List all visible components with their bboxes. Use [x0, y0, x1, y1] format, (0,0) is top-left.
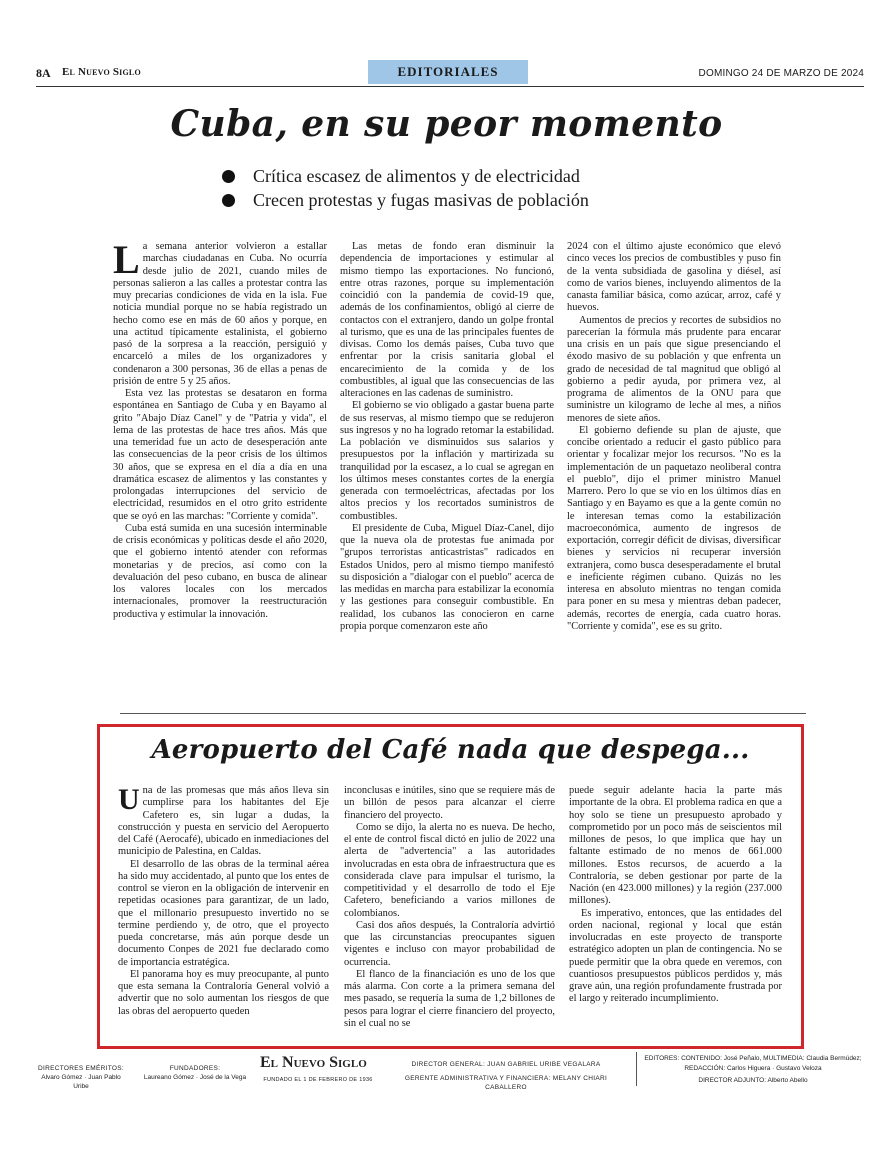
drop-cap: U	[118, 783, 140, 816]
subheadline-text: Crecen protestas y fugas masivas de población	[253, 190, 589, 210]
paragraph: inconclusas e inútiles, sino que se requiere más de un billón de pesos para alcanzar el cierre financiero del proyecto.	[344, 785, 555, 821]
financial-manager: GERENTE ADMINISTRATIVA Y FINANCIERA: MELANY CHIARI CABALLERO	[404, 1075, 608, 1091]
paragraph: El presidente de Cuba, Miguel Díaz-Canel, dijo que la nueva ola de protestas fue animada por "grupos terroristas anticastristas" radicados en Estados Unidos, pero al mismo tiempo manifestó su disposición a "dialogar con el pueblo" acerca de las medidas en marcha para estabilizar la economía y las gestiones para conseguir combustible. En realidad, los cubanos las conocieron en carne propia porque comenzaron este año	[340, 522, 554, 632]
paper-name: El Nuevo Siglo	[62, 66, 141, 78]
paragraph: Como se dijo, la alerta no es nueva. De hecho, el ente de control fiscal dictó en julio de 2022 una alerta de "advertencia" a las autoridades involucradas en esta obra de infraestructura que es considerada clave para impulsar el turismo, la competitividad y el desarrollo de todo el Eje Cafetero, beneficiando a varios millones de colombianos.	[344, 821, 555, 919]
staff-footer	[36, 1052, 864, 1092]
drop-cap: L	[113, 237, 140, 282]
founders	[140, 1064, 250, 1082]
paragraph: Casi dos años después, la Contraloría advirtió que las circunstancias preocupantes siguen vigentes e incluso con mayor probabilidad de ocurrencia.	[344, 919, 555, 968]
paragraph: El desarrollo de las obras de la terminal aérea ha sido muy accidentado, al punto que los entes de control se vieron en la obligación de intervenir en repetidas ocasiones para garantizar, de un lado, que el millonario presupuesto invertido no se termine perdiendo y, de otro, que el proyecto pueda concretarse, más aún porque desde un documento Conpes de 2021 fue declarado como de importancia estratégica.	[118, 858, 329, 968]
newsroom: REDACCIÓN: Carlos Higuera · Gustavo Veloza	[684, 1065, 822, 1072]
bullet-icon	[222, 170, 235, 183]
subheadline-item	[222, 164, 589, 188]
emeritus-directors	[36, 1064, 126, 1091]
paragraph: La semana anterior volvieron a estallar marchas ciudadanas en Cuba. No ocurría desde julio de 2021, cuando miles de personas salieron a las calles a protestar contra las muy precarias condiciones de vida en la isla. Fue noticia mundial porque no se había registrado un hecho como ese en más de 60 años y porque, en una actitud típicamente estalinista, el gobierno pasó de la sorpresa a la reacción, persiguió y encarceló a miles de los organizadores y condenaron a 300 personas, 36 de ellas a penas de prisión de entre 5 y 25 años.	[113, 237, 327, 387]
section-label: EDITORIALES	[368, 60, 528, 84]
founders-label: FUNDADORES:	[169, 1065, 221, 1072]
paper-logo: El Nuevo Siglo	[260, 1054, 367, 1071]
subheadline-text: Crítica escasez de alimentos y de electricidad	[253, 166, 580, 186]
footer-divider	[636, 1052, 637, 1086]
paragraph: El gobierno se vio obligado a gastar buena parte de sus reservas, al mismo tiempo que se redujeron sus ingresos y no ha logrado retomar la estabilidad. La población ve disminuidos sus salarios y presupuestos por la inflación y martirizada su tranquilidad por la escasez, a lo cual se agregan en los últimos meses constantes cortes de la energía generada con termoeléctricas, afectadas por los altos precios y los recortados suministros de combustibles.	[340, 400, 554, 522]
editorial-headline: Aeropuerto del Café nada que despega...	[151, 735, 750, 765]
paragraph: Aumentos de precios y recortes de subsidios no parecerían la fórmula más prudente para encarar una crisis en un país que sigue presenciando el éxodo masivo de su población y que enfrenta un grado de necesidad de tal magnitud que obligó al gobierno a pedir ayuda, por primera vez, al programa de alimentos de la ONU para que suministre un kilogramo de leche al mes, a niños menores de siete años.	[567, 314, 781, 424]
issue-date: DOMINGO 24 DE MARZO DE 2024	[698, 68, 864, 79]
emeritus-names: Alvaro Gómez · Juan Pablo Uribe	[41, 1074, 121, 1090]
paragraph: El flanco de la financiación es uno de los que más alarma. Con corte a la primera semana del mes pasado, se requería la suma de 1,2 billones de pesos para lograr el cierre financiero del proyecto, sin el cual no se	[344, 968, 555, 1029]
editorial-box	[97, 724, 804, 1049]
subheadline-item	[222, 188, 589, 212]
paragraph: Cuba está sumida en una sucesión interminable de crisis económicas y políticas desde el año 2020, que el gobierno intentó atender con reformas monetarias y de precios, así como con la devaluación del peso cubano, en busca de alinear los valores locales con los mercados internacionales, promover la reestructuración productiva y estimular la innovación.	[113, 522, 327, 620]
editorial-column-1	[113, 237, 327, 621]
editorial-column-3	[569, 785, 782, 1006]
director-general: DIRECTOR GENERAL: JUAN GABRIEL URIBE VEGALARA	[411, 1061, 601, 1068]
emeritus-label: DIRECTORES EMÉRITOS:	[38, 1065, 124, 1072]
paragraph: Una de las promesas que más años lleva sin cumplirse para los habitantes del Eje Cafetero es, sin lugar a dudas, la construcción y puesta en servicio del Aeropuerto del Café (Aerocafé), ubicado en inmediaciones del municipio de Palestina, en Caldas.	[118, 783, 329, 858]
paragraph: Es imperativo, entonces, que las entidades del orden nacional, regional y local que están involucradas en este proyecto de transporte estratégico adopten un plan de contingencia. No se puede permitir que la obra quede en veremos, con cuantiosos presupuestos públicos perdidos y, más grave aún, una región profundamente frustrada por el largo y reiterado incumplimiento.	[569, 907, 782, 1005]
paragraph: El gobierno defiende su plan de ajuste, que concibe orientado a reducir el gasto público para orientar y focalizar mejor los recursos. "No es la implementación de un paquetazo neoliberal contra el pueblo", dijo el primer ministro Manuel Marrero. Pero lo que se vio en los últimos días en Santiago y en Bayamo es que a la gente común no le interesan temas como la estabilización macroeconómica, aumento de ingresos de exportación, corregir déficit de divisas, diversificar bienes y servicios ni recuperar inversión extranjera, como busca desesperadamente el brutal e ineficiente régimen cubano. Quizás no les interesa en absoluto mientras no tengan comida para poner en su mesa y mientras deban padecer, además, recortes de energía, cada cuatro horas. "Corriente y comida", ese es su grito.	[567, 424, 781, 632]
section-divider	[120, 713, 806, 714]
deputy-director: DIRECTOR ADJUNTO: Alberto Abello	[698, 1077, 808, 1084]
founders-names: Laureano Gómez · José de la Vega	[143, 1074, 247, 1081]
editors: EDITORES: CONTENIDO: José Peñalo, MULTIMEDIA: Claudia Bermúdez;	[644, 1055, 862, 1062]
paragraph: Las metas de fondo eran disminuir la dependencia de importaciones y estimular al mismo tiempo las exportaciones. No funcionó, entre otras razones, porque su implementación coincidió con la pandemia de covid-19 que, además de los confinamientos, obligó al cierre de contactos con el extranjero, dando un golpe frontal al turismo, que es una de las principales fuentes de divisas. Como los demás países, Cuba tuvo que enfrentar por la crisis sanitaria global el encarecimiento de la comida y de los combustibles, al igual que las consecuencias de las alteraciones en las cadenas de suministro.	[340, 241, 554, 399]
page-number: 8A	[36, 66, 51, 80]
paragraph: 2024 con el último ajuste económico que elevó cinco veces los precios de combustibles y puso fin de la venta subsidiada de gasolina y diésel, así como de varios bienes, incluyendo alimentos de la canasta familiar básica, como azúcar, arroz, café y huevos.	[567, 241, 781, 314]
editorial-column-2	[340, 241, 554, 633]
masthead	[36, 62, 864, 87]
paragraph: puede seguir adelante hacia la parte más importante de la obra. El problema radica en que a hoy solo se tiene un presupuesto aprobado y comprometido por un poco más de seiscientos mil millones de pesos, lo que implica que hay un faltante estimado de no menos de 661.000 millones. Estos recursos, de acuerdo a la Contraloría, se deben gestionar por parte de la Nación (en 423.000 millones) y la región (237.000 millones).	[569, 785, 782, 907]
subheadline-list	[222, 164, 589, 212]
paragraph: Esta vez las protestas se desataron en forma espontánea en Santiago de Cuba y en Bayamo al grito "Abajo Díaz Canel" y de "Patria y vida", el lema de las protestas de hace tres años. Más que una temeridad fue un acto de desesperación ante las consecuencias de la peor crisis de los últimos 30 años, que se expresa en el día a día en una dramática escasez de alimentos y las constantes y prolongadas interrupciones del servicio de electricidad, resumidos en el otro grito estridente que se oyó en las marchas: "Corriente y comida".	[113, 388, 327, 522]
paragraph: El panorama hoy es muy preocupante, al punto que esta semana la Contraloría General volvió a advertir que no solo aumentan los riesgos de que las obras del aeropuerto queden	[118, 968, 329, 1017]
bullet-icon	[222, 194, 235, 207]
editorial-column-2	[344, 785, 555, 1030]
founded-date: FUNDADO EL 1 DE FEBRERO DE 1936	[263, 1077, 373, 1083]
editorial-column-1	[118, 785, 329, 1018]
editorial-column-3	[567, 241, 781, 633]
editorial-headline: Cuba, en su peor momento	[170, 103, 723, 145]
